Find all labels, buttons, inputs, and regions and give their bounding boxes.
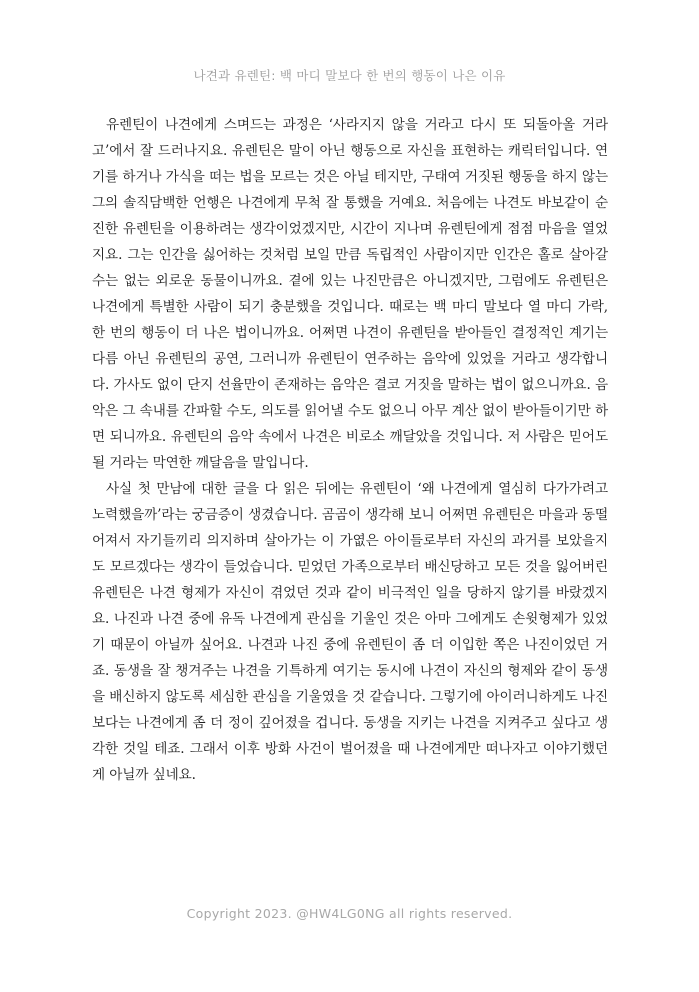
paragraph-1: 유렌틴이 나견에게 스며드는 과정은 ‘사라지지 않을 거라고 다시 또 되돌아올 거라고’에서 잘 드러나지요. 유렌틴은 말이 아닌 행동으로 자신을 표현하는 캐릭터입니다. 연기를 하거나 가식을 떠는 법을 모르는 것은 아닐 테지만, 구태여 거짓된 행동을 하지 않는 그의 솔직담백한 언행은 나견에게 무척 잘 통했을 거예요. 처음에는 나견도 바보같이 순진한 유렌틴을 이용하려는 생각이었겠지만, 시간이 지나며 유렌틴에게 점점 마음을 열었지요. 그는 인간을 싫어하는 것처럼 보일 만큼 독립적인 사람이지만 인간은 홀로 살아갈 수는 없는 외로운 동물이니까요. 곁에 있는 나진만큼은 아니겠지만, 그럼에도 유렌틴은 나견에게 특별한 사람이 되기 충분했을 것입니다. 때로는 백 마디 말보다 열 마디 가락, 한 번의 행동이 더 나은 법이니까요. 어쩌면 나견이 유렌틴을 받아들인 결정적인 계기는 다름 아닌 유렌틴의 공연, 그러니까 유렌틴이 연주하는 음악에 있었을 거라고 생각합니다. 가사도 없이 단지 선율만이 존재하는 음악은 결코 거짓을 말하는 법이 없으니까요. 음악은 그 속내를 간파할 수도, 의도를 읽어낼 수도 없으니 아무 계산 없이 받아들이기만 하면 되니까요. 유렌틴의 음악 속에서 나견은 비로소 깨달았을 것입니다. 저 사람은 믿어도 될 거라는 막연한 깨달음을 말입니다. (92, 117, 608, 471)
paragraph-2: 사실 첫 만남에 대한 글을 다 읽은 뒤에는 유렌틴이 ‘왜 나견에게 열심히 다가가려고 노력했을까’라는 궁금증이 생겼습니다. 곰곰이 생각해 보니 어쩌면 유렌틴은 마을과 동떨어져서 자기들끼리 의지하며 살아가는 이 가엾은 아이들로부터 자신의 과거를 보았을지도 모르겠다는 생각이 들었습니다. 믿었던 가족으로부터 배신당하고 모든 것을 잃어버린 유렌틴은 나견 형제가 자신이 겪었던 것과 같이 비극적인 일을 당하지 않기를 바랐겠지요. 나진과 나견 중에 유독 나견에게 관심을 기울인 것은 아마 그에게도 손윗형제가 있었기 때문이 아닐까 싶어요. 나견과 나진 중에 유렌틴이 좀 더 이입한 쪽은 나진이었던 거죠. 동생을 잘 챙겨주는 나견을 기특하게 여기는 동시에 나견이 자신의 형제와 같이 동생을 배신하지 않도록 세심한 관심을 기울였을 것 같습니다. 그렇기에 아이러니하게도 나진보다는 나견에게 좀 더 정이 깊어졌을 겁니다. 동생을 지키는 나견을 지켜주고 싶다고 생각한 것일 테죠. 그래서 이후 방화 사건이 벌어졌을 때 나견에게만 떠나자고 이야기했던 게 아닐까 싶네요. (92, 481, 608, 783)
document-body (92, 112, 608, 788)
copyright-footer: Copyright 2023. @HW4LG0NG all rights reserved. (186, 906, 513, 921)
page-header-title: 나견과 유렌틴: 백 마디 말보다 한 번의 행동이 나은 이유 (193, 68, 506, 83)
